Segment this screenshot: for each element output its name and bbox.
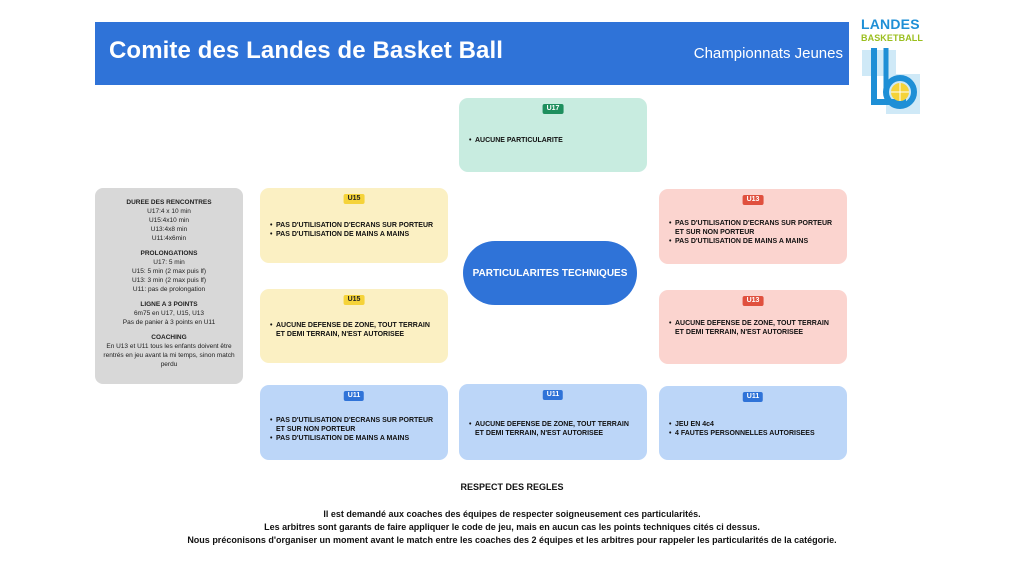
card-u13-screens (659, 189, 847, 264)
list-item: • PAS D'UTILISATION D'ECRANS SUR PORTEUR ET SUR NON PORTEUR (669, 219, 839, 237)
badge-u11: U11 (743, 392, 763, 402)
prolong-line: U11: pas de prolongation (132, 286, 206, 293)
ligne-line: Pas de panier à 3 points en U11 (122, 319, 216, 326)
list-item: • PAS D'UTILISATION D'ECRANS SUR PORTEUR ET SUR NON PORTEUR (270, 416, 440, 434)
coaching-title: COACHING (151, 334, 187, 341)
badge-u11: U11 (543, 390, 563, 400)
card-u13-zone (659, 290, 847, 364)
duree-title: DUREE DES RENCONTRES (126, 199, 212, 206)
rules-line-2: Les arbitres sont garants de faire appliquer le code de jeu, mais en aucun cas les points techniques cités ci dessus. (264, 522, 760, 532)
list-item: • PAS D'UTILISATION DE MAINS A MAINS (669, 237, 839, 246)
list-item: • PAS D'UTILISATION DE MAINS A MAINS (270, 434, 440, 443)
list-item: • 4 FAUTES PERSONNELLES AUTORISEES (669, 429, 839, 438)
list-item: • AUCUNE DEFENSE DE ZONE, TOUT TERRAIN ET DEMI TERRAIN, N'EST AUTORISEE (469, 420, 639, 438)
card-u15-screens (260, 188, 448, 263)
logo-text-basketball: BASKETBALL (861, 33, 923, 43)
badge-u15: U15 (344, 295, 365, 305)
list-item: • AUCUNE DEFENSE DE ZONE, TOUT TERRAIN ET DEMI TERRAIN, N'EST AUTORISEE (270, 321, 440, 339)
list-item: • PAS D'UTILISATION DE MAINS A MAINS (270, 230, 440, 239)
page-title: Comite des Landes de Basket Ball (109, 37, 503, 64)
rules-line-3: Nous préconisons d'organiser un moment avant le match entre les coaches des 2 équipes et les arbitres pour rappeler les particularités de la catégorie. (187, 535, 837, 545)
basketball-logo-icon (860, 44, 922, 116)
rules-sidepanel (95, 188, 243, 384)
duree-line: U11:4x6min (151, 235, 187, 242)
badge-u17: U17 (543, 104, 564, 114)
list-item: • PAS D'UTILISATION D'ECRANS SUR PORTEUR (270, 221, 440, 230)
prolong-line: U13: 3 min (2 max puis lf) (131, 277, 207, 284)
duree-line: U13:4x8 min (150, 226, 188, 233)
rules-title: RESPECT DES REGLES (460, 482, 564, 492)
card-u11-game (659, 386, 847, 460)
rules-line-1: Il est demandé aux coaches des équipes de respecter soigneusement ces particularités. (323, 509, 701, 519)
badge-u13: U13 (743, 296, 764, 306)
badge-u13: U13 (743, 195, 764, 205)
landes-basketball-logo (860, 16, 922, 116)
list-item: • AUCUNE DEFENSE DE ZONE, TOUT TERRAIN ET DEMI TERRAIN, N'EST AUTORISEE (669, 319, 839, 337)
prolong-line: U15: 5 min (2 max puis lf) (131, 268, 207, 275)
page-subtitle: Championnats Jeunes (693, 45, 843, 62)
duree-line: U17:4 x 10 min (147, 208, 191, 215)
ligne-line: 6m75 en U17, U15, U13 (133, 310, 205, 317)
list-item: • JEU EN 4c4 (669, 420, 839, 429)
badge-u15: U15 (344, 194, 365, 204)
card-u17 (459, 98, 647, 172)
logo-text-landes: LANDES (861, 16, 920, 32)
header-banner (95, 22, 849, 85)
prolongations-title: PROLONGATIONS (140, 250, 198, 257)
ligne-title: LIGNE A 3 POINTS (140, 301, 198, 308)
card-u11-screens (260, 385, 448, 460)
prolong-line: U17: 5 min (153, 259, 185, 266)
coaching-text: En U13 et U11 tous les enfants doivent être rentrés en jeu avant la mi temps, sinon match perdu (103, 343, 235, 368)
list-item: • AUCUNE PARTICULARITE (469, 136, 639, 145)
center-topic-pill: PARTICULARITES TECHNIQUES (463, 241, 637, 305)
card-u15-zone (260, 289, 448, 363)
card-u11-zone (459, 384, 647, 460)
duree-line: U15:4x10 min (148, 217, 190, 224)
badge-u11: U11 (344, 391, 364, 401)
